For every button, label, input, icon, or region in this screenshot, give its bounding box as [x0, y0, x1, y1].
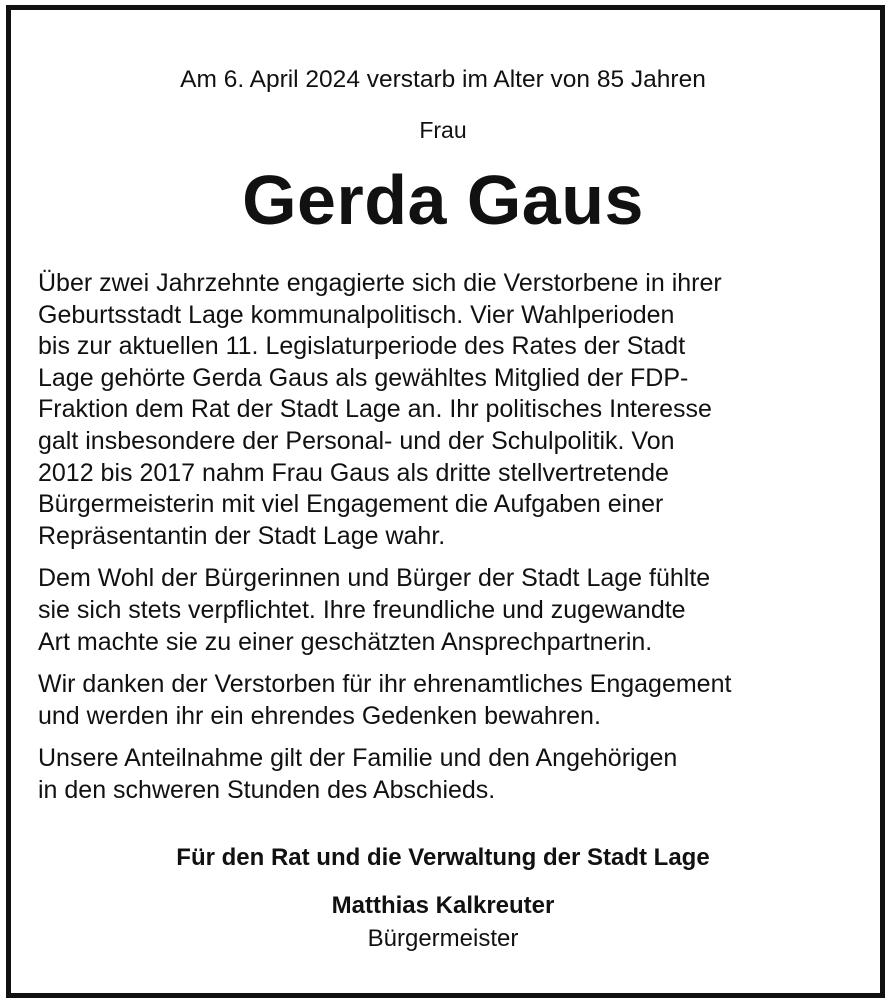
- text-line: Art machte sie zu einer geschätzten Ansprechpartnerin.: [38, 627, 653, 656]
- text-line: in den schweren Stunden des Abschieds.: [38, 775, 496, 804]
- text-line: 2012 bis 2017 nahm Frau Gaus als dritte stellvertretende: [38, 458, 669, 487]
- paragraph-career: [38, 268, 848, 552]
- text-line: Geburtsstadt Lage kommunalpolitisch. Vier Wahlperioden: [38, 300, 675, 329]
- salutation: Frau: [419, 117, 467, 143]
- text-line: Dem Wohl der Bürgerinnen und Bürger der Stadt Lage fühlte: [38, 564, 711, 593]
- signer-title: Bürgermeister: [367, 925, 519, 952]
- signoff-organization: Für den Rat und die Verwaltung der Stadt Lage: [176, 844, 710, 871]
- text-line: und werden ihr ein ehrendes Gedenken bewahren.: [38, 701, 601, 730]
- deceased-name: Gerda Gaus: [242, 161, 644, 239]
- text-line: Bürgermeisterin mit viel Engagement die Aufgaben einer: [38, 490, 664, 519]
- paragraph-thanks: [38, 669, 848, 732]
- text-line: Über zwei Jahrzehnte engagierte sich die Verstorbene in ihrer: [38, 269, 722, 297]
- text-line: Wir danken der Verstorben für ihr ehrenamtliches Engagement: [38, 670, 732, 699]
- paragraph-character: [38, 563, 848, 658]
- text-line: Fraktion dem Rat der Stadt Lage an. Ihr politisches Interesse: [38, 395, 712, 424]
- paragraph-condolences: [38, 743, 848, 806]
- text-line: Lage gehörte Gerda Gaus als gewähltes Mitglied der FDP-: [38, 363, 689, 392]
- text-line: Unsere Anteilnahme gilt der Familie und den Angehörigen: [38, 744, 678, 773]
- signer-name: Matthias Kalkreuter: [331, 892, 555, 919]
- text-line: Repräsentantin der Stadt Lage wahr.: [38, 521, 446, 550]
- text-line: galt insbesondere der Personal- und der Schulpolitik. Von: [38, 426, 675, 455]
- text-line: bis zur aktuellen 11. Legislaturperiode des Rates der Stadt: [38, 332, 686, 361]
- text-line: sie sich stets verpflichtet. Ihre freundliche und zugewandte: [38, 595, 686, 624]
- death-announcement: Am 6. April 2024 verstarb im Alter von 85 Jahren: [180, 66, 706, 93]
- obituary-body: [38, 268, 848, 818]
